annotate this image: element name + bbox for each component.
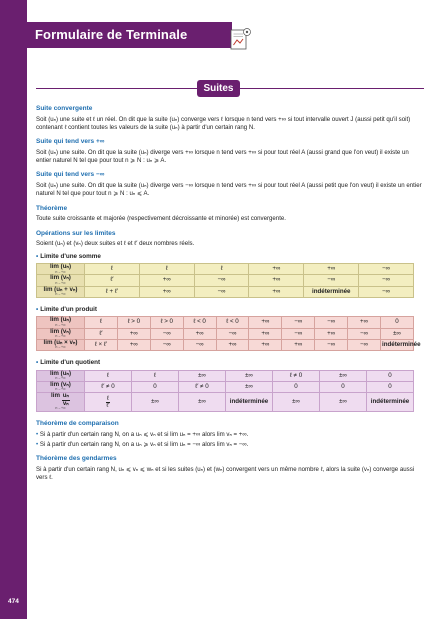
table-cell: −∞ — [150, 328, 183, 339]
table-cell: ℓ × ℓ′ — [85, 339, 118, 350]
table-cell: indéterminée — [226, 393, 273, 412]
table-cell: +∞ — [249, 328, 282, 339]
quotient-title: Limite d'un quotient — [40, 359, 101, 367]
table-cell: ±∞ — [179, 393, 226, 412]
table-row — [37, 328, 414, 339]
table-cell: +∞ — [117, 339, 150, 350]
operations-text: Soient (uₙ) et (vₙ) deux suites et ℓ et ℓ′ deux nombres réels. — [36, 240, 195, 248]
table-cell: ℓ — [85, 264, 140, 275]
limit-subscript: n→+∞ — [55, 322, 66, 327]
table-cell: ℓ > 0 — [150, 317, 183, 328]
table-cell: +∞ — [139, 286, 194, 297]
table-cell: ±∞ — [381, 328, 414, 339]
page-number: 474 — [8, 598, 19, 605]
table-cell: ℓ′ — [85, 328, 118, 339]
row-header — [37, 381, 85, 392]
table-cell: 0 — [367, 381, 414, 392]
table-cell: ±∞ — [226, 370, 273, 381]
left-sidebar — [0, 0, 27, 619]
table-cell — [85, 393, 132, 412]
row-header-label: lim (vₙ) — [50, 274, 71, 282]
row-header-label: lim (uₙ) — [49, 263, 72, 271]
table-cell: +∞ — [282, 339, 315, 350]
section-title: Suites — [197, 80, 240, 97]
limit-subscript: n→+∞ — [55, 334, 66, 339]
limit-subscript: n→+∞ — [55, 269, 66, 274]
row-header — [37, 275, 85, 286]
table-cell: ℓ — [194, 264, 249, 275]
table-cell: −∞ — [315, 339, 348, 350]
plus-inf-title: Suite qui tend vers +∞ — [36, 138, 105, 146]
table-cell: −∞ — [315, 317, 348, 328]
table-row — [37, 370, 414, 381]
table-cell: −∞ — [359, 286, 414, 297]
page-title: Formulaire de Terminale — [35, 27, 188, 43]
table-cell: ℓ′ — [85, 275, 140, 286]
table-cell: −∞ — [282, 328, 315, 339]
main-content — [36, 101, 424, 482]
fraction-numerator: ℓ — [106, 394, 109, 402]
table-cell: −∞ — [150, 339, 183, 350]
table-cell: 0 — [132, 381, 179, 392]
limit-subscript: n→+∞ — [55, 387, 66, 392]
table-cell: +∞ — [139, 275, 194, 286]
plus-inf-text: Soit (uₙ) une suite. On dit que la suite (uₙ) diverge vers +∞ lorsque n tend vers +∞ si pour tout réel A (aussi grand que l'on veut) il existe un entier naturel N tel que pour tout n ⩾ N : uₙ ⩾ A. — [36, 148, 409, 165]
table-cell: −∞ — [348, 328, 381, 339]
sum-title-row — [36, 253, 424, 262]
page-header — [27, 22, 232, 48]
moins-inf-text: Soit (uₙ) une suite. On dit que la suite (uₙ) diverge vers −∞ lorsque n tend vers +∞ si pour tout réel A (aussi petit que l'on veut) il existe un entier naturel N tel que pour tout n ⩾ N : uₙ ⩽ A. — [36, 182, 422, 198]
table-cell: 0 — [320, 381, 367, 392]
row-header-label: lim (vₙ) — [50, 327, 71, 335]
comparaison-item: • Si à partir d'un certain rang N, on a uₙ ⩽ vₙ et si lim uₙ = +∞ alors lim vₙ = +∞. — [36, 430, 249, 438]
gendarmes-text: Si à partir d'un certain rang N, uₙ ⩽ vₙ ⩽ wₙ et si les suites (uₙ) et (wₙ) convergent vers un même nombre ℓ, alors la suite (vₙ) converge aussi vers ℓ. — [36, 465, 415, 482]
table-cell: +∞ — [249, 275, 304, 286]
fraction — [106, 396, 110, 410]
limit-subscript: n→+∞ — [55, 345, 66, 350]
row-header — [37, 370, 85, 381]
comparaison-item: • Si à partir d'un certain rang N, on a uₙ ⩾ vₙ et si lim uₙ = −∞ alors lim vₙ = −∞. — [36, 440, 249, 448]
convergente-text: Soit (uₙ) une suite et ℓ un réel. On dit que la suite (uₙ) converge vers ℓ lorsque n tend vers +∞ si tout intervalle ouvert J (aussi petit qu'il soit) contenant ℓ contient toutes les valeurs de la suite (uₙ) à partir d'un certain rang N. — [36, 115, 411, 131]
table-row — [37, 286, 414, 297]
gendarmes-title: Théorème des gendarmes — [36, 455, 117, 463]
table-cell: +∞ — [304, 264, 359, 275]
table-cell: ℓ < 0 — [183, 317, 216, 328]
table-cell: −∞ — [359, 275, 414, 286]
table-cell: ℓ > 0 — [117, 317, 150, 328]
row-header — [37, 264, 85, 275]
fraction-numerator: uₙ — [62, 392, 69, 400]
table-cell: +∞ — [249, 286, 304, 297]
table-row — [37, 393, 414, 412]
quotient-title-row — [36, 359, 424, 368]
table-cell: −∞ — [194, 286, 249, 297]
comparaison-title: Théorème de comparaison — [36, 419, 119, 427]
table-cell: indéterminée — [304, 286, 359, 297]
table-cell: ℓ ≠ 0 — [273, 370, 320, 381]
table-cell: +∞ — [216, 339, 249, 350]
table-cell: +∞ — [117, 328, 150, 339]
limit-subscript: n→+∞ — [55, 406, 66, 411]
table-cell: +∞ — [249, 317, 282, 328]
table-row — [37, 275, 414, 286]
product-table — [36, 316, 421, 351]
table-cell: 0 — [381, 317, 414, 328]
moins-inf-title: Suite qui tend vers −∞ — [36, 171, 105, 179]
table-cell: ℓ + ℓ′ — [85, 286, 140, 297]
quotient-table — [36, 370, 414, 412]
table-cell: ℓ < 0 — [216, 317, 249, 328]
table-cell: +∞ — [249, 264, 304, 275]
row-header-label: lim $\frac{\text{uₙ}}{\text{vₙ}}$ — [51, 392, 69, 407]
formula-sheet-icon — [230, 27, 252, 51]
convergente-title: Suite convergente — [36, 105, 93, 112]
table-row — [37, 317, 414, 328]
table-cell: ℓ — [85, 317, 118, 328]
product-title-row — [36, 306, 424, 315]
table-cell: −∞ — [194, 275, 249, 286]
table-cell: ℓ — [85, 370, 132, 381]
sum-title: Limite d'une somme — [40, 252, 101, 260]
row-header — [37, 286, 85, 297]
table-cell: ±∞ — [320, 393, 367, 412]
table-cell: ±∞ — [132, 393, 179, 412]
table-cell: ±∞ — [273, 393, 320, 412]
table-row — [37, 339, 414, 350]
row-header-label: lim (vₙ) — [50, 380, 71, 388]
table-cell: ±∞ — [226, 381, 273, 392]
table-cell: −∞ — [282, 317, 315, 328]
bullet-icon: • — [36, 359, 39, 367]
row-header — [37, 339, 85, 350]
fraction-denominator: ℓ′ — [106, 402, 110, 410]
operations-title: Opérations sur les limites — [36, 229, 116, 237]
row-header-label: lim (uₙ) — [49, 369, 72, 377]
table-row — [37, 381, 414, 392]
table-cell: +∞ — [249, 339, 282, 350]
table-cell: ±∞ — [179, 370, 226, 381]
product-title: Limite d'un produit — [40, 305, 97, 313]
table-cell: −∞ — [183, 339, 216, 350]
limit-subscript: n→+∞ — [55, 292, 66, 297]
table-cell: indéterminée — [367, 393, 414, 412]
table-cell: −∞ — [348, 339, 381, 350]
fraction-denominator: vₙ — [62, 399, 69, 407]
bullet-icon: • — [36, 252, 39, 260]
bullet-icon: • — [36, 305, 39, 313]
row-header-label: lim (uₙ + vₙ) — [43, 285, 78, 293]
table-cell: −∞ — [304, 275, 359, 286]
table-cell: 0 — [273, 381, 320, 392]
row-header — [37, 328, 85, 339]
row-header — [37, 393, 85, 412]
table-cell: 0 — [367, 370, 414, 381]
row-header-label: lim (uₙ) — [49, 316, 72, 324]
table-cell: ℓ — [132, 370, 179, 381]
row-header-label: lim (uₙ × vₙ) — [43, 338, 78, 346]
theoreme-title: Théorème — [36, 204, 68, 212]
row-header — [37, 317, 85, 328]
table-cell: indéterminée — [381, 339, 414, 350]
table-cell: ℓ — [139, 264, 194, 275]
table-cell: +∞ — [348, 317, 381, 328]
sum-table — [36, 263, 414, 298]
fraction — [62, 393, 70, 407]
table-cell: +∞ — [315, 328, 348, 339]
theoreme-text: Toute suite croissante et majorée (respectivement décroissante et minorée) est convergente. — [36, 215, 286, 223]
table-cell: −∞ — [216, 328, 249, 339]
table-cell: ℓ′ ≠ 0 — [179, 381, 226, 392]
table-cell: ℓ′ ≠ 0 — [85, 381, 132, 392]
limit-subscript: n→+∞ — [55, 280, 66, 285]
table-cell: −∞ — [359, 264, 414, 275]
limit-subscript: n→+∞ — [55, 376, 66, 381]
table-cell: +∞ — [183, 328, 216, 339]
table-cell: ±∞ — [320, 370, 367, 381]
table-row — [37, 264, 414, 275]
